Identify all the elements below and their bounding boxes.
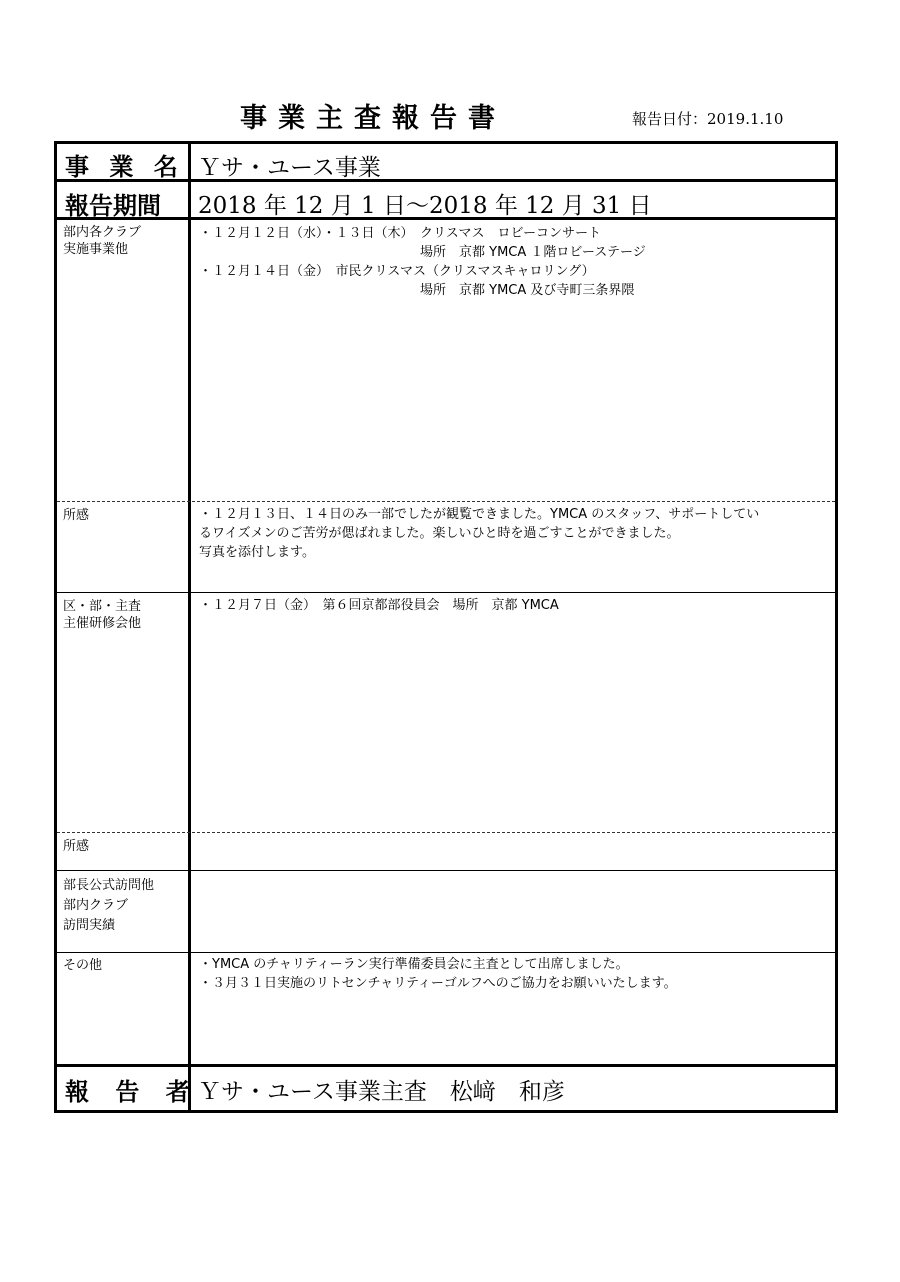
- period-label: 報告期間: [65, 192, 161, 220]
- report-form: [54, 141, 838, 1113]
- club-events-line: 場所 京都 YMCA 及び寺町三条界隈: [199, 283, 635, 298]
- other-line: ・YMCA のチャリティーラン実行準備委員会に主査として出席しました。: [199, 957, 629, 972]
- impression-line: ・１２月１３日、１４日のみ一部でしたが観覧できました。YMCA のスタッフ、サポートしてい: [199, 507, 760, 522]
- report-title: 事業主査報告書: [240, 103, 506, 134]
- training-line: ・１２月７日（金） 第６回京都部役員会 場所 京都 YMCA: [199, 598, 559, 613]
- other-line: ・３月３１日実施のリトセンチャリティーゴルフへのご協力をお願いいたします。: [199, 976, 677, 991]
- row-divider: [57, 870, 835, 871]
- report-date-value: 2019.1.10: [707, 110, 784, 128]
- impression-label: 所感: [63, 508, 90, 523]
- period-value: 2018 年 12 月 1 日～2018 年 12 月 31 日: [198, 193, 652, 219]
- visits-label: 部長公式訪問他 部内クラブ 訪問実績: [63, 878, 155, 933]
- reporter-value: Ｙサ・ユース事業主査 松﨑 和彦: [198, 1079, 565, 1105]
- row-divider: [57, 1064, 835, 1067]
- business-name-label: 事 業 名: [65, 153, 184, 181]
- business-name-value: Ｙサ・ユース事業: [198, 155, 381, 181]
- row-divider: [57, 217, 835, 220]
- club-events-label: 部内各クラブ 実施事業他: [63, 225, 142, 257]
- row-divider: [57, 592, 835, 593]
- other-label: その他: [63, 958, 103, 973]
- club-events-line: ・１２月１４日（金） 市民クリスマス（クリスマスキャロリング）: [199, 264, 595, 279]
- row-divider: [57, 179, 835, 182]
- report-date: [632, 108, 783, 129]
- row-divider: [57, 952, 835, 953]
- club-events-line: ・１２月１２日（水）・１３日（木） クリスマス ロビーコンサート: [199, 226, 601, 241]
- row-divider: [57, 501, 835, 502]
- training-label: 区・部・主査 主催研修会他: [63, 599, 142, 631]
- impression-label: 所感: [63, 839, 90, 854]
- row-divider: [57, 832, 835, 833]
- report-date-label: 報告日付：: [632, 110, 708, 128]
- club-events-line: 場所 京都 YMCA １階ロビーステージ: [199, 245, 646, 260]
- impression-line: 写真を添付します。: [199, 545, 315, 560]
- column-divider: [188, 144, 191, 1110]
- reporter-label: 報 告 者: [65, 1078, 199, 1106]
- impression-line: るワイズメンのご苦労が偲ばれました。楽しいひと時を過ごすことができました。: [199, 526, 680, 541]
